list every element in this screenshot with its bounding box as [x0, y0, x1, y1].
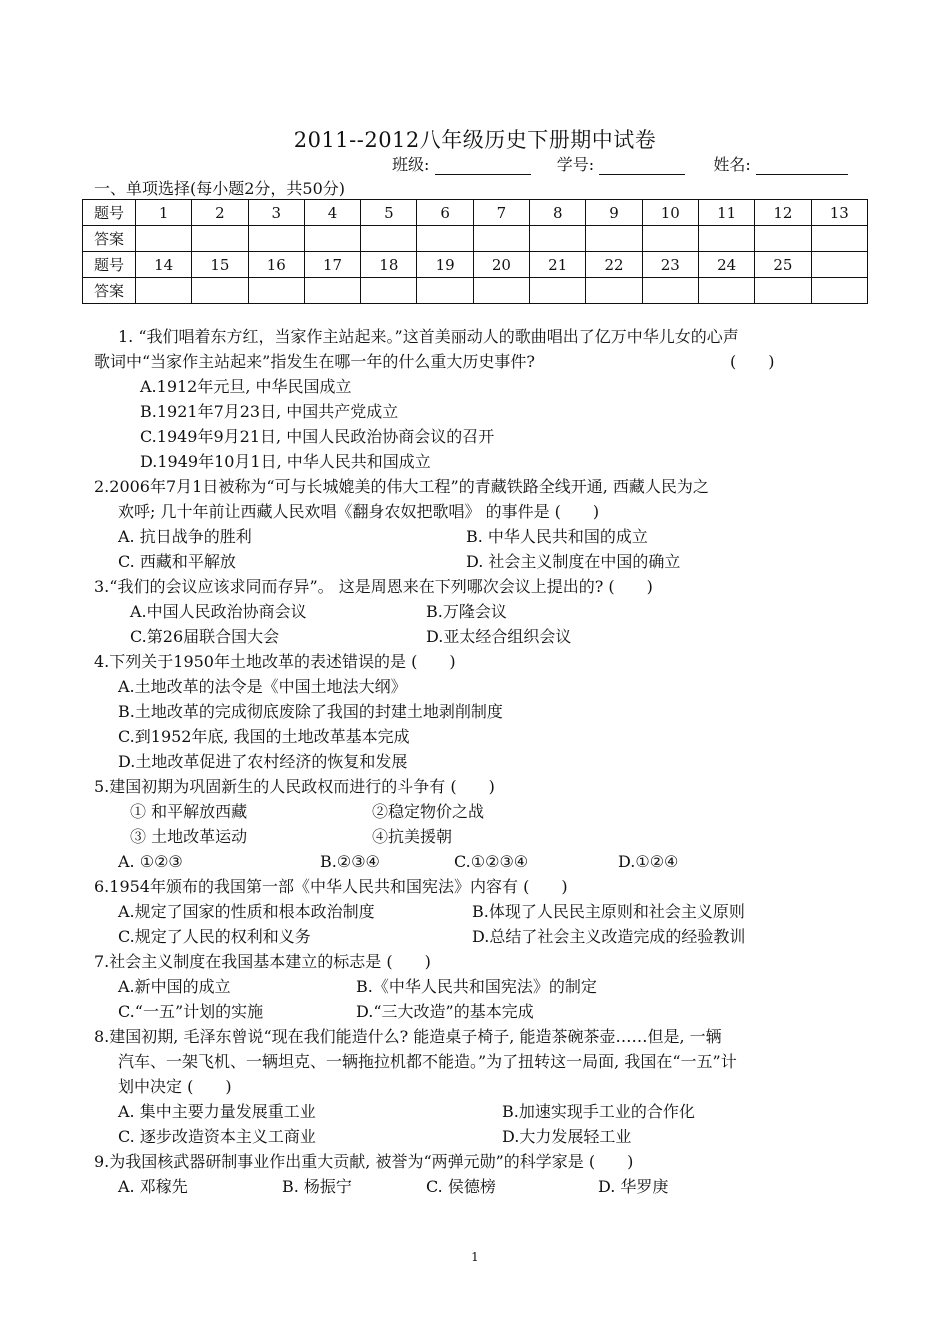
q7-option-c: C.“一五”计划的实施 — [118, 1002, 264, 1021]
q8-stem-line1: 8.建国初期, 毛泽东曾说“现在我们能造什么? 能造桌子椅子, 能造茶碗茶壶……但是, 一辆 — [94, 1027, 722, 1046]
student-id-label: 学号: — [556, 155, 595, 174]
question-number: 19 — [417, 252, 473, 278]
section-heading: 一、单项选择(每小题2分，共50分) — [94, 179, 346, 198]
q7-option-d: D.“三大改造”的基本完成 — [356, 1002, 534, 1021]
answer-cell[interactable] — [530, 278, 586, 304]
table-row — [83, 226, 868, 252]
student-id-field[interactable] — [599, 158, 685, 175]
question-number: 9 — [586, 200, 642, 226]
answer-cell[interactable] — [473, 278, 529, 304]
question-number — [811, 252, 867, 278]
question-number: 5 — [361, 200, 417, 226]
answer-cell[interactable] — [811, 278, 867, 304]
question-number: 23 — [642, 252, 698, 278]
q8-stem-line3: 划中决定 ( ) — [118, 1077, 232, 1096]
q5-item-1: ① 和平解放西藏 — [130, 802, 248, 821]
q7-stem: 7.社会主义制度在我国基本建立的标志是 ( ) — [94, 952, 431, 971]
q4-option-b: B.土地改革的完成彻底废除了我国的封建土地剥削制度 — [118, 702, 503, 721]
question-number: 14 — [136, 252, 192, 278]
page-number: 1 — [471, 1250, 479, 1264]
class-field[interactable] — [435, 158, 531, 175]
q6-option-b: B.体现了人民民主原则和社会主义原则 — [472, 902, 745, 921]
question-number: 4 — [304, 200, 360, 226]
question-number: 3 — [248, 200, 304, 226]
q1-option-c: C.1949年9月21日, 中国人民政治协商会议的召开 — [140, 427, 495, 446]
question-number: 16 — [248, 252, 304, 278]
answer-cell[interactable] — [530, 226, 586, 252]
answer-cell[interactable] — [361, 278, 417, 304]
answer-cell[interactable] — [248, 226, 304, 252]
q2-stem-line1: 2.2006年7月1日被称为“可与长城媲美的伟大工程”的青藏铁路全线开通, 西藏人民为之 — [94, 477, 709, 496]
class-label: 班级: — [392, 155, 430, 174]
answer-cell[interactable] — [248, 278, 304, 304]
question-number: 21 — [530, 252, 586, 278]
q5-option-d: D.①②④ — [618, 852, 679, 871]
answer-cell[interactable] — [698, 226, 754, 252]
question-number: 2 — [192, 200, 248, 226]
question-number: 11 — [698, 200, 754, 226]
name-label: 姓名: — [713, 155, 751, 174]
question-number: 15 — [192, 252, 248, 278]
question-number: 24 — [698, 252, 754, 278]
q3-option-a: A.中国人民政治协商会议 — [130, 602, 307, 621]
table-row — [83, 252, 868, 278]
answer-cell[interactable] — [304, 226, 360, 252]
q9-option-a: A. 邓稼先 — [118, 1177, 188, 1196]
q1-stem-line1: 1. “我们唱着东方红，当家作主站起来。”这首美丽动人的歌曲唱出了亿万中华儿女的心声 — [118, 327, 739, 346]
q8-option-c: C. 逐步改造资本主义工商业 — [118, 1127, 316, 1146]
answer-cell[interactable] — [192, 226, 248, 252]
q5-stem: 5.建国初期为巩固新生的人民政权而进行的斗争有 ( ) — [94, 777, 495, 796]
q9-option-b: B. 杨振宁 — [282, 1177, 352, 1196]
row-label: 答案 — [83, 226, 136, 252]
answer-cell[interactable] — [417, 226, 473, 252]
q3-stem: 3.“我们的会议应该求同而存异”。 这是周恩来在下列哪次会议上提出的? ( ) — [94, 577, 653, 596]
q9-option-c: C. 侯德榜 — [426, 1177, 496, 1196]
q2-option-c: C. 西藏和平解放 — [118, 552, 236, 571]
question-number: 12 — [755, 200, 811, 226]
answer-cell[interactable] — [361, 226, 417, 252]
q4-option-d: D.土地改革促进了农村经济的恢复和发展 — [118, 752, 408, 771]
question-number: 8 — [530, 200, 586, 226]
answer-cell[interactable] — [755, 278, 811, 304]
q9-stem: 9.为我国核武器研制事业作出重大贡献, 被誉为“两弹元勋”的科学家是 ( ) — [94, 1152, 634, 1171]
answer-cell[interactable] — [417, 278, 473, 304]
answer-cell[interactable] — [811, 226, 867, 252]
question-number: 7 — [473, 200, 529, 226]
q6-stem: 6.1954年颁布的我国第一部《中华人民共和国宪法》内容有 ( ) — [94, 877, 568, 896]
answer-cell[interactable] — [304, 278, 360, 304]
q1-option-b: B.1921年7月23日, 中国共产党成立 — [140, 402, 399, 421]
answer-table — [82, 199, 868, 304]
table-row — [83, 278, 868, 304]
q8-option-a: A. 集中主要力量发展重工业 — [118, 1102, 316, 1121]
row-label: 题号 — [83, 252, 136, 278]
answer-cell[interactable] — [192, 278, 248, 304]
question-number: 6 — [417, 200, 473, 226]
q5-option-b: B.②③④ — [320, 852, 380, 871]
answer-cell[interactable] — [136, 226, 192, 252]
q9-option-d: D. 华罗庚 — [598, 1177, 669, 1196]
q5-item-3: ③ 土地改革运动 — [130, 827, 248, 846]
q1-option-a: A.1912年元旦, 中华民国成立 — [140, 377, 352, 396]
answer-cell[interactable] — [586, 278, 642, 304]
name-field[interactable] — [756, 158, 848, 175]
page-title: 2011--2012八年级历史下册期中试卷 — [293, 128, 657, 152]
q3-option-d: D.亚太经合组织会议 — [426, 627, 572, 646]
q4-stem: 4.下列关于1950年土地改革的表述错误的是 ( ) — [94, 652, 456, 671]
table-row — [83, 200, 868, 226]
q6-option-c: C.规定了人民的权利和义务 — [118, 927, 311, 946]
q5-option-a: A. ①②③ — [118, 852, 183, 871]
q1-option-d: D.1949年10月1日, 中华人民共和国成立 — [140, 452, 431, 471]
q3-option-b: B.万隆会议 — [426, 602, 507, 621]
question-number: 22 — [586, 252, 642, 278]
question-number: 25 — [755, 252, 811, 278]
row-label: 答案 — [83, 278, 136, 304]
question-number: 1 — [136, 200, 192, 226]
row-label: 题号 — [83, 200, 136, 226]
q8-stem-line2: 汽车、一架飞机、一辆坦克、一辆拖拉机都不能造。”为了扭转这一局面, 我国在“一五”计 — [118, 1052, 737, 1071]
q4-option-a: A.土地改革的法令是《中国土地法大纲》 — [118, 677, 407, 696]
answer-cell[interactable] — [755, 226, 811, 252]
answer-cell[interactable] — [642, 278, 698, 304]
q3-option-c: C.第26届联合国大会 — [130, 627, 280, 646]
answer-cell[interactable] — [473, 226, 529, 252]
question-number: 13 — [811, 200, 867, 226]
q7-option-a: A.新中国的成立 — [118, 977, 231, 996]
q1-answer-paren[interactable]: ( ) — [730, 352, 775, 371]
q6-option-a: A.规定了国家的性质和根本政治制度 — [118, 902, 375, 921]
q5-option-c: C.①②③④ — [454, 852, 529, 871]
q1-stem-line2: 歌词中“当家作主站起来”指发生在哪一年的什么重大历史事件? — [94, 352, 535, 371]
answer-cell[interactable] — [642, 226, 698, 252]
answer-cell[interactable] — [136, 278, 192, 304]
q6-option-d: D.总结了社会主义改造完成的经验教训 — [472, 927, 746, 946]
question-number: 20 — [473, 252, 529, 278]
q5-item-2: ②稳定物价之战 — [372, 802, 485, 821]
q8-option-b: B.加速实现手工业的合作化 — [502, 1102, 695, 1121]
question-number: 10 — [642, 200, 698, 226]
answer-cell[interactable] — [586, 226, 642, 252]
q2-stem-line2: 欢呼; 几十年前让西藏人民欢唱《翻身农奴把歌唱》 的事件是 ( ) — [118, 502, 600, 521]
q2-option-d: D. 社会主义制度在中国的确立 — [466, 552, 681, 571]
answer-cell[interactable] — [698, 278, 754, 304]
question-number: 18 — [361, 252, 417, 278]
q2-option-a: A. 抗日战争的胜利 — [118, 527, 252, 546]
q8-option-d: D.大力发展轻工业 — [502, 1127, 632, 1146]
q4-option-c: C.到1952年底, 我国的土地改革基本完成 — [118, 727, 410, 746]
q2-option-b: B. 中华人民共和国的成立 — [466, 527, 648, 546]
q5-item-4: ④抗美援朝 — [372, 827, 453, 846]
q7-option-b: B.《中华人民共和国宪法》的制定 — [356, 977, 597, 996]
question-number: 17 — [304, 252, 360, 278]
student-info — [392, 152, 848, 175]
